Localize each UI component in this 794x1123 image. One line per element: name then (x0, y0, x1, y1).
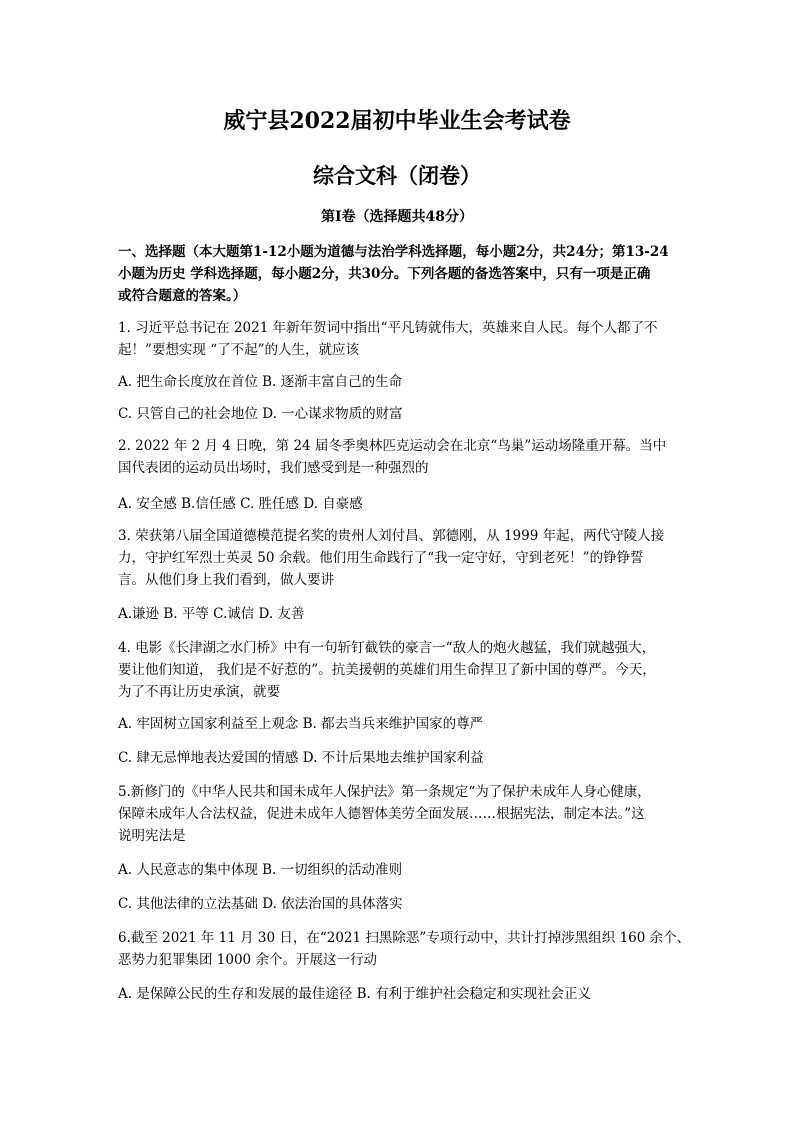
section-heading: 第Ⅰ卷（选择题共48分） (320, 209, 474, 225)
question-6-line: 恶势力犯罪集团 1000 余个。开展这一行动 (118, 952, 377, 968)
question-5-options: C. 其他法律的立法基础 D. 依法治国的具体落实 (118, 896, 403, 912)
question-6-options: A. 是保障公民的生存和发展的最佳途径 B. 有利于维护社会稳定和实现社会正义 (118, 986, 592, 1002)
question-3-line: 力，守护红军烈士英灵 50 余载。他们用生命践行了“我一定守好，守到老死！”的铮铮誓 (118, 550, 644, 566)
question-3-line: 言。从他们身上我们看到，做人要讲 (118, 572, 334, 588)
question-5-line: 5.新修门的《中华人民共和国未成年人保护法》第一条规定“为了保护未成年人身心健康， (118, 784, 651, 800)
question-4-line: 要让他们知道， 我们是不好惹的”。抗美援朝的英雄们用生命捍卫了新中国的尊严。今天， (118, 662, 656, 678)
question-5-options: A. 人民意志的集中体现 B. 一切组织的活动准则 (118, 862, 403, 878)
instructions-line: 小题为历史 学科选择题，每小题2分，共30分。下列各题的备选答案中，只有一项是正确 (118, 266, 651, 282)
exam-title: 威宁县2022届初中毕业生会考试卷 (223, 108, 571, 134)
question-4-options: C. 肆无忌惮地表达爱国的情感 D. 不计后果地去维护国家利益 (118, 750, 484, 766)
question-4-options: A. 牢固树立国家利益至上观念 B. 都去当兵来维护国家的尊严 (118, 716, 484, 732)
instructions-line: 一、选择题（本大题第1-12小题为道德与法治学科选择题，每小题2分，共24分；第13-24 (118, 244, 669, 260)
question-4-line: 为了不再让历史承演，就要 (118, 684, 280, 700)
question-4-line: 4. 电影《长津湖之水门桥》中有一句斩钉截铁的豪言一“敌人的炮火越猛，我们就越强大， (118, 640, 656, 656)
question-1-line: 1. 习近平总书记在 2021 年新年贺词中指出“平凡铸就伟大，英雄来自人民。每个人都了不 (118, 320, 658, 336)
question-3-line: 3. 荣获第八届全国道德模范提名奖的贵州人刘付昌、郭德刚，从 1999 年起，两代守陵人接 (118, 528, 665, 544)
question-5-line: 保障未成年人合法权益，促进未成年人德智体美劳全面发展……根据宪法，制定本法。”这 (118, 806, 645, 822)
question-2-line: 国代表团的运动员出场时，我们感受到是一种强烈的 (118, 460, 429, 476)
question-1-line: 起！”要想实现 “了不起”的人生，就应该 (118, 342, 359, 358)
question-5-line: 说明宪法是 (118, 828, 186, 844)
question-2-options: A. 安全感 B.信任感 C. 胜任感 D. 自豪感 (118, 496, 363, 512)
question-1-options: C. 只管自己的社会地位 D. 一心谋求物质的财富 (118, 406, 403, 422)
question-6-line: 6.截至 2021 年 11 月 30 日，在“2021 扫黑除恶”专项行动中，共计打掉涉黑组织 160 余个、 (118, 930, 691, 946)
exam-subtitle: 综合文科（闭卷） (313, 163, 481, 188)
instructions-line: 或符合题意的答案。） (118, 288, 247, 304)
question-3-options: A.谦逊 B. 平等 C.诚信 D. 友善 (118, 606, 305, 622)
question-2-line: 2. 2022 年 2 月 4 日晚，第 24 届冬季奥林匹克运动会在北京“鸟巢”运动场隆重开幕。当中 (118, 438, 667, 454)
question-1-options: A. 把生命长度放在首位 B. 逐渐丰富自己的生命 (118, 374, 403, 390)
